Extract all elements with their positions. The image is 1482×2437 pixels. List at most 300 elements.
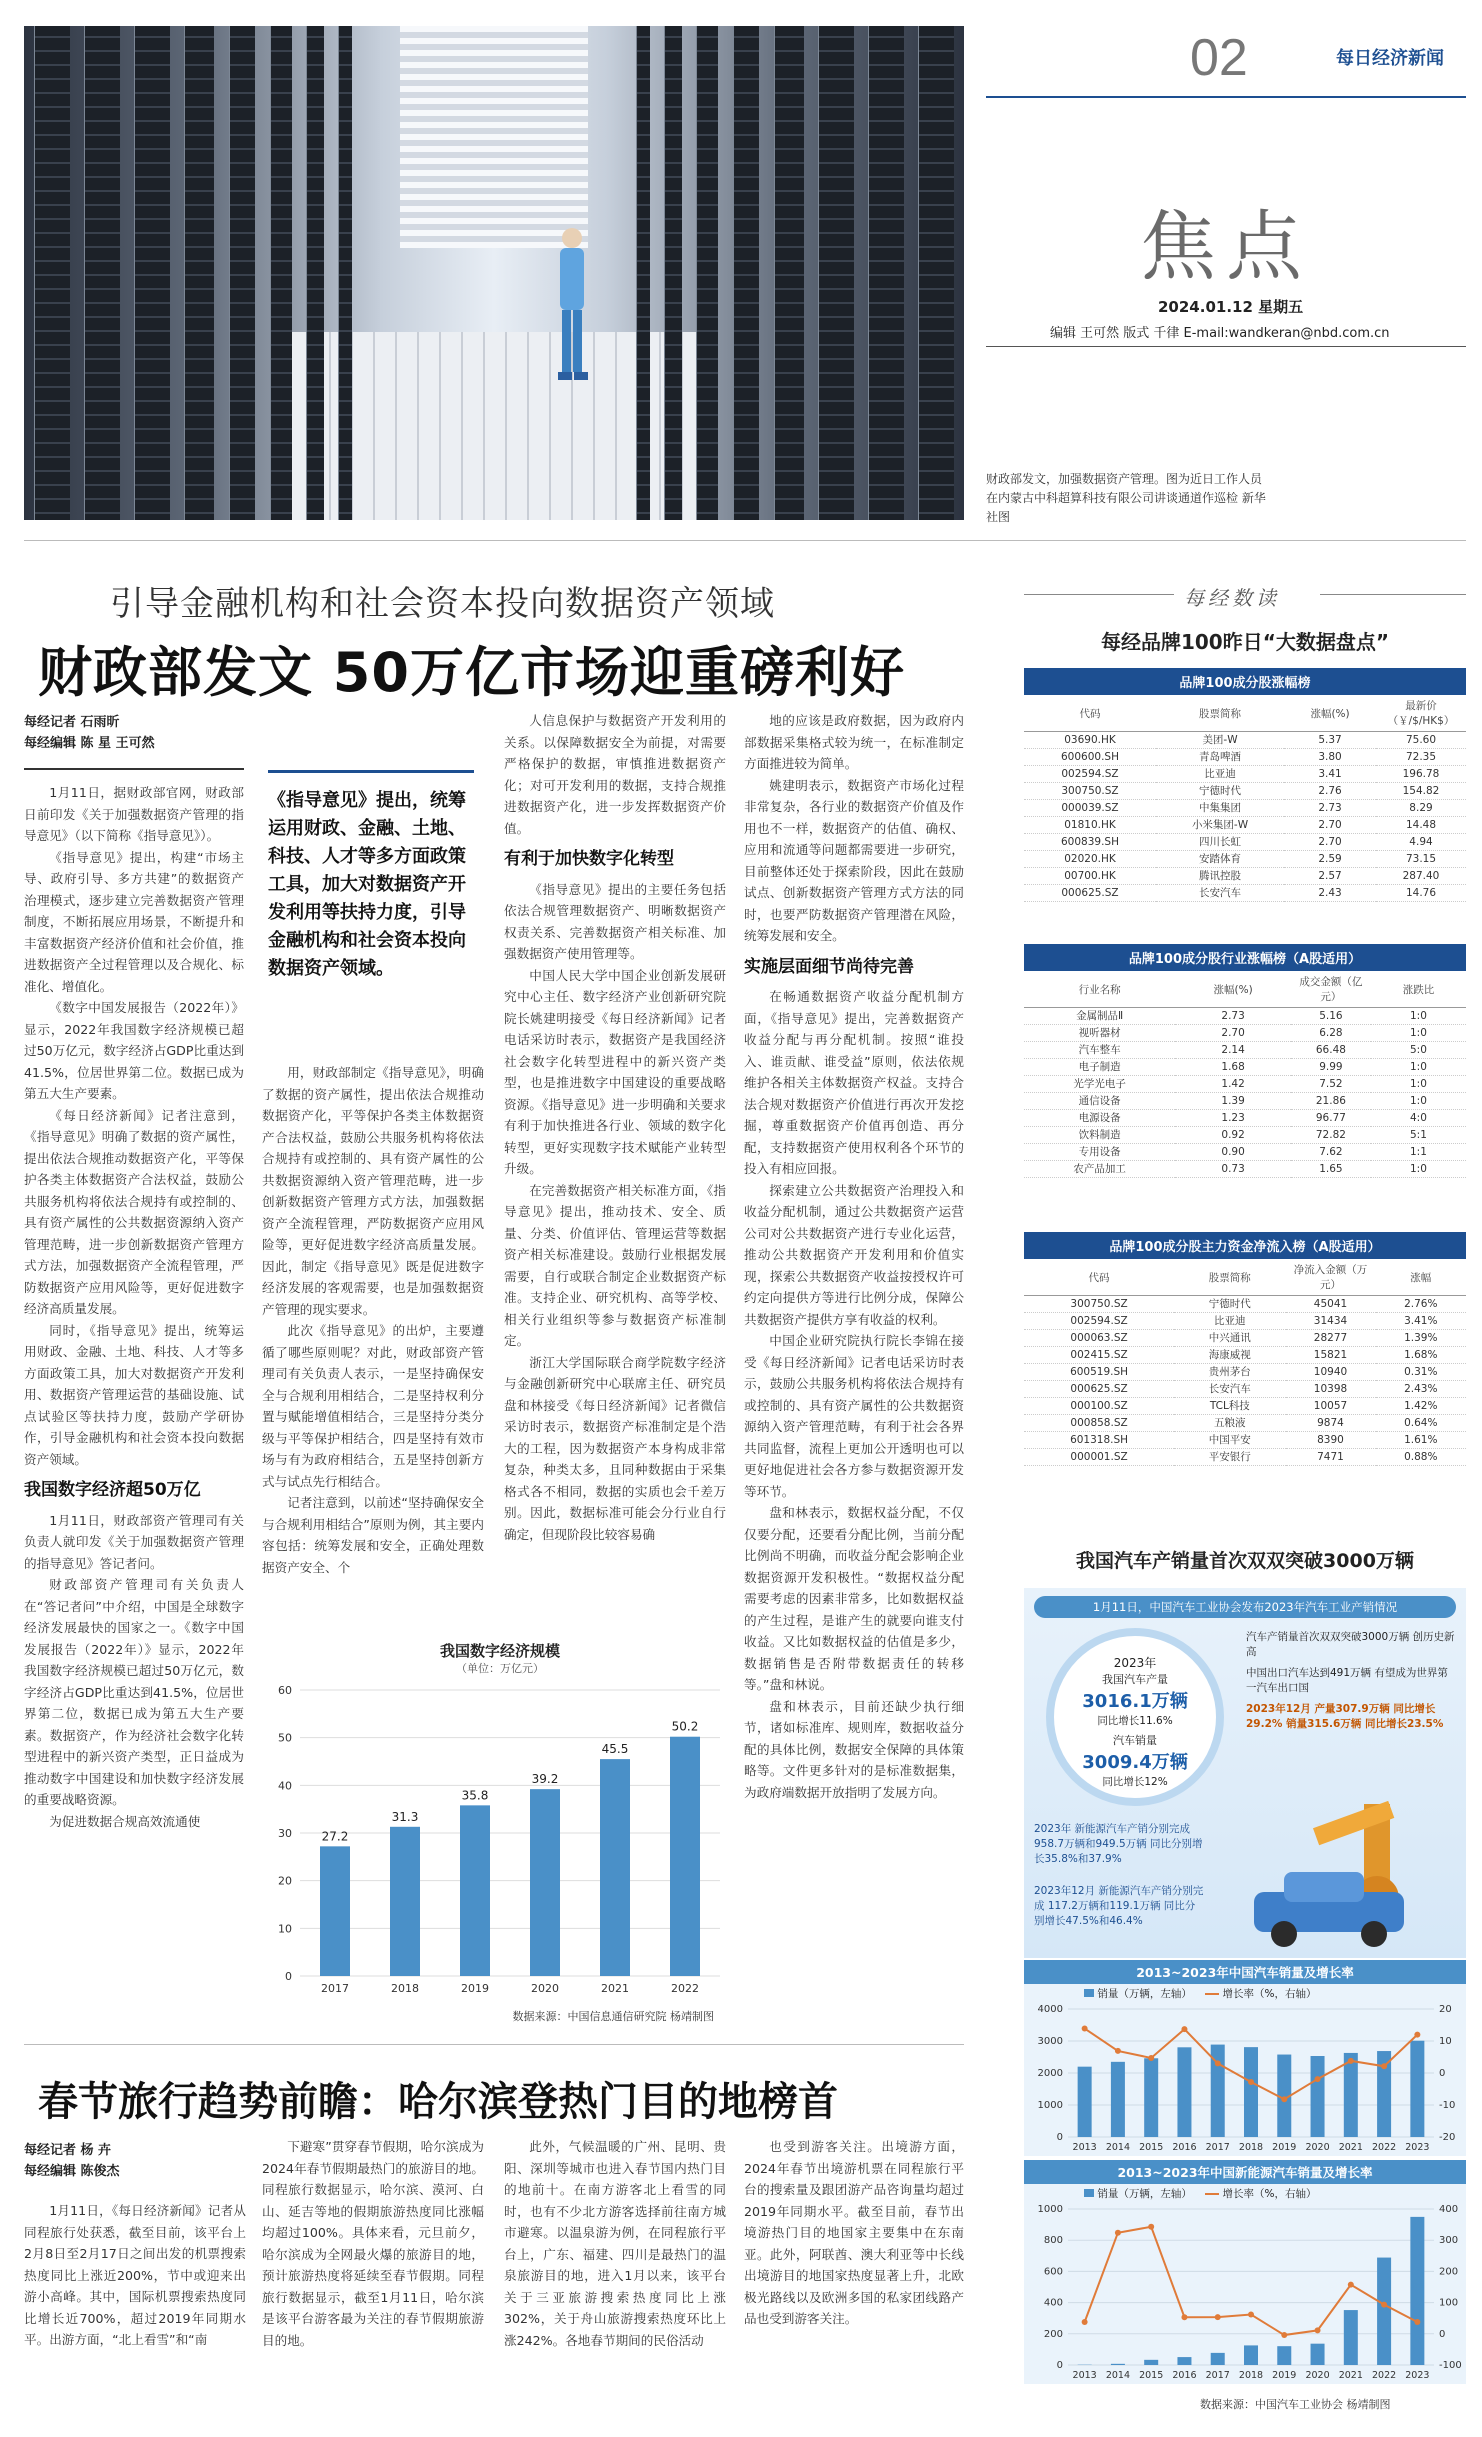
table-cell: 腾讯控股 bbox=[1156, 868, 1284, 885]
article2-col3 bbox=[504, 2136, 726, 2351]
table-cell: 1:1 bbox=[1371, 1144, 1466, 1161]
circle-prod-value: 3016.1万辆 bbox=[1082, 1691, 1188, 1712]
table-cell: 饮料制造 bbox=[1024, 1127, 1175, 1144]
x-tick-label: 2013 bbox=[1072, 2370, 1097, 2381]
table-cell: 1.39 bbox=[1175, 1093, 1291, 1110]
x-tick-label: 2019 bbox=[1272, 2370, 1297, 2381]
table-row bbox=[1024, 1093, 1466, 1110]
col-header: 涨幅(%) bbox=[1284, 695, 1376, 732]
nev-sales-bars bbox=[1024, 2201, 1466, 2385]
table-row bbox=[1024, 800, 1466, 817]
y-tick-label: 10 bbox=[278, 1922, 292, 1936]
table-cell: 02020.HK bbox=[1024, 851, 1156, 868]
table-cell: 5:0 bbox=[1371, 1042, 1466, 1059]
table-cell: 10398 bbox=[1286, 1381, 1376, 1398]
table-cell: 4.94 bbox=[1376, 834, 1466, 851]
growth-point bbox=[1148, 2055, 1154, 2061]
para: 姚建明表示，数据资产市场化过程非常复杂，各行业的数据资产价值及作用也不一样，数据资产的估值、确权、应用和流通等问题都需要进一步研究，目前整体还处于探索阶段，因此在鼓励试点、创新数据资产管理方式方法的同时，也要严防数据资产管理潜在风险，统筹发展和安全。 bbox=[744, 777, 964, 943]
date-line: 2024.01.12 星期五 bbox=[1158, 298, 1304, 316]
legend-sales: 销量（万辆，左轴） bbox=[1097, 2188, 1192, 2200]
col-header: 代码 bbox=[1024, 1259, 1174, 1296]
fact-item: 2023年12月 产量307.9万辆 同比增长29.2% 销量315.6万辆 同比增长23.5% bbox=[1246, 1703, 1444, 1730]
para: 此次《指导意见》的出炉，主要遵循了哪些原则呢？对此，财政部资产管理司有关负责人表示，一是坚持确保安全与合规利用相结合，二是坚持权利分置与赋能增值相结合，三是坚持分类分级与平等保护相结合，四是坚持有效市场与有为政府相结合，五是坚持创新方式与试点先行相结合。 bbox=[262, 1323, 484, 1489]
table-cell: 601318.SH bbox=[1024, 1432, 1174, 1449]
growth-point bbox=[1414, 2032, 1420, 2038]
bar bbox=[1410, 2041, 1424, 2137]
table-row bbox=[1024, 1110, 1466, 1127]
x-tick-label: 2022 bbox=[1371, 2142, 1397, 2153]
table-row bbox=[1024, 1347, 1466, 1364]
table-row bbox=[1024, 1042, 1466, 1059]
growth-point bbox=[1315, 2076, 1321, 2082]
table-cell: 154.82 bbox=[1376, 783, 1466, 800]
table2-block bbox=[1024, 944, 1466, 1178]
table-cell: 2.70 bbox=[1284, 817, 1376, 834]
y-right-tick-label: -100 bbox=[1439, 2360, 1462, 2371]
table-cell: 002594.SZ bbox=[1024, 766, 1156, 783]
table-cell: 00700.HK bbox=[1024, 868, 1156, 885]
growth-point bbox=[1082, 2319, 1088, 2325]
x-tick-label: 2020 bbox=[531, 1982, 559, 1995]
growth-point bbox=[1115, 2048, 1121, 2054]
table-cell: 000100.SZ bbox=[1024, 1398, 1174, 1415]
bar bbox=[1177, 2357, 1191, 2365]
table-cell: 1.68% bbox=[1376, 1347, 1467, 1364]
para: 财政部资产管理司有关负责人在“答记者问”中介绍，中国是全球数字经济发展最快的国家之一。《数字中国发展报告（2022年）》显示，2022年我国数字经济规模已超过50万亿元，数字经济占GDP比重达到41.5%，位居世界第二位，数据已成为第五大生产要素。数据资产，作为经济社会数字化转型进程中的新兴资产类型，正日益成为推动数字中国建设和加快数字经济发展的重要战略资源。 bbox=[24, 1577, 244, 1807]
subhead: 我国数字经济超50万亿 bbox=[24, 1480, 201, 1500]
table-cell: 287.40 bbox=[1376, 868, 1466, 885]
y-left-tick-label: 3000 bbox=[1037, 2036, 1063, 2047]
bar bbox=[320, 1846, 350, 1976]
y-left-tick-label: 600 bbox=[1043, 2266, 1063, 2278]
nev-sales-chart bbox=[1024, 2160, 1466, 2384]
table-cell: 海康威视 bbox=[1174, 1347, 1285, 1364]
growth-point bbox=[1248, 2079, 1254, 2085]
bar bbox=[530, 1789, 560, 1976]
x-tick-label: 2015 bbox=[1139, 2142, 1164, 2153]
table-cell: 2.76% bbox=[1376, 1296, 1467, 1313]
col-header: 代码 bbox=[1024, 695, 1156, 732]
data-label: 31.3 bbox=[391, 1809, 419, 1824]
chart3-legend bbox=[1024, 2184, 1466, 2201]
table-cell: 0.31% bbox=[1376, 1364, 1467, 1381]
bar bbox=[1410, 2217, 1424, 2365]
table-row bbox=[1024, 1144, 1466, 1161]
bar bbox=[1377, 2258, 1391, 2365]
auto-banner: 1月11日，中国汽车工业协会发布2023年汽车工业产销情况 bbox=[1034, 1596, 1456, 1618]
stats-circle bbox=[1046, 1628, 1224, 1806]
bar bbox=[1344, 2053, 1358, 2137]
growth-point bbox=[1181, 2026, 1187, 2032]
col-header: 涨幅 bbox=[1376, 1259, 1467, 1296]
y-right-tick-label: 300 bbox=[1439, 2235, 1459, 2247]
table-cell: 长安汽车 bbox=[1174, 1381, 1285, 1398]
table-row bbox=[1024, 1364, 1466, 1381]
y-tick-label: 20 bbox=[278, 1874, 292, 1888]
sidebar-rule bbox=[1024, 594, 1174, 595]
table-cell: 002415.SZ bbox=[1024, 1347, 1174, 1364]
bar bbox=[1344, 2310, 1358, 2365]
article1-col1 bbox=[24, 782, 244, 1832]
growth-point bbox=[1414, 2319, 1420, 2325]
y-right-tick-label: 100 bbox=[1439, 2297, 1459, 2309]
bar bbox=[1144, 2058, 1158, 2137]
y-right-tick-label: 0 bbox=[1439, 2328, 1446, 2340]
table-cell: 196.78 bbox=[1376, 766, 1466, 783]
bar bbox=[1177, 2047, 1191, 2137]
bar bbox=[1277, 2346, 1291, 2365]
article1-col2 bbox=[262, 1062, 484, 1578]
article1-bylines bbox=[24, 712, 155, 754]
datacenter-photo bbox=[24, 26, 964, 520]
col-header: 最新价（￥/$/HK$） bbox=[1376, 695, 1466, 732]
growth-point bbox=[1215, 2314, 1221, 2320]
growth-point bbox=[1281, 2096, 1287, 2102]
circle-prod-growth: 同比增长11.6% bbox=[1097, 1715, 1173, 1727]
table-cell: 1:0 bbox=[1371, 1076, 1466, 1093]
data-label: 50.2 bbox=[671, 1719, 699, 1734]
section-title: 焦点 bbox=[1140, 202, 1312, 291]
chart3-title: 2013~2023年中国新能源汽车销量及增长率 bbox=[1024, 2160, 1466, 2184]
article2-col4 bbox=[744, 2136, 964, 2330]
editor-line: 编辑 王可然 版式 千律 E-mail:wandkeran@nbd.com.cn bbox=[1050, 326, 1390, 341]
data-label: 39.2 bbox=[531, 1772, 559, 1787]
table-cell: 0.88% bbox=[1376, 1449, 1467, 1466]
table-cell: 中国平安 bbox=[1174, 1432, 1285, 1449]
para: 盘和林表示，数据权益分配，不仅仅要分配，还要看分配比例，当前分配比例尚不明确，而收益分配会影响企业数据资源开发积极性。“数据权益分配需要考虑的因素非常多，比如数据权益的产生过程，是谁产生的就要向谁支付收益。又比如数据权益的估值是多少，数据销售是否附带数据责任的转移等。”盘和林说。 bbox=[744, 1505, 964, 1692]
table-row bbox=[1024, 1076, 1466, 1093]
article1-col4 bbox=[744, 710, 964, 1803]
legend-swatch-line bbox=[1205, 2193, 1219, 2195]
growth-point bbox=[1348, 2058, 1354, 2064]
table-cell: 2.70 bbox=[1284, 834, 1376, 851]
table-cell: 2.14 bbox=[1175, 1042, 1291, 1059]
x-tick-label: 2014 bbox=[1105, 2370, 1131, 2381]
chart-unit: （单位：万亿元） bbox=[456, 1662, 544, 1675]
legend-swatch-bar bbox=[1084, 1989, 1094, 1997]
table-cell: 10057 bbox=[1286, 1398, 1376, 1415]
chart-title: 我国数字经济规模 bbox=[439, 1642, 560, 1660]
x-tick-label: 2022 bbox=[1371, 2370, 1397, 2381]
table-cell: 0.73 bbox=[1175, 1161, 1291, 1178]
sidebar-source: 数据来源：中国汽车工业协会 杨靖制图 bbox=[1200, 2398, 1391, 2411]
table-cell: 宁德时代 bbox=[1156, 783, 1284, 800]
growth-point bbox=[1281, 2332, 1287, 2338]
table3-header: 品牌100成分股主力资金净流入榜（A股适用） bbox=[1024, 1232, 1466, 1259]
y-tick-label: 0 bbox=[285, 1970, 292, 1983]
table-cell: 31434 bbox=[1286, 1313, 1376, 1330]
para: 此外，气候温暖的广州、昆明、贵阳、深圳等城市也进入春节国内热门目的地前十。在南方游客北上看雪的同时，也有不少北方游客选择前往南方城市避寒。以温泉游为例，在同程旅行平台上，广东、福建、四川是最热门的温泉旅游目的地，进入1月以来，该平台关于三亚旅游搜索热度同比上涨302%，关于舟山旅游搜索热度环比上涨242%。各地春节期间的民俗活动 bbox=[504, 2139, 726, 2348]
subhead: 有利于加快数字化转型 bbox=[504, 849, 674, 869]
byline-rule bbox=[24, 768, 244, 770]
table-cell: 300750.SZ bbox=[1024, 783, 1156, 800]
y-left-tick-label: 800 bbox=[1043, 2235, 1063, 2247]
table-cell: 73.15 bbox=[1376, 851, 1466, 868]
table-cell: 9874 bbox=[1286, 1415, 1376, 1432]
nev-dec: 2023年12月 新能源汽车产销分别完成 117.2万辆和119.1万辆 同比分别增长47.5%和46.4% bbox=[1034, 1885, 1204, 1927]
col-header: 股票简称 bbox=[1156, 695, 1284, 732]
article2-title: 春节旅行趋势前瞻：哈尔滨登热门目的地榜首 bbox=[38, 2079, 838, 2125]
table-cell: 000001.SZ bbox=[1024, 1449, 1174, 1466]
reporter-line: 每经记者 石雨昕 bbox=[24, 715, 120, 730]
para: 浙江大学国际联合商学院数字经济与金融创新研究中心联席主任、研究员盘和林接受《每日经济新闻》记者微信采访时表示，数据资产标准制定是个浩大的工程，因为数据资产本身构成非常复杂，种类太多，且同种数据由于采集格式各不相同，数据的实质也会千差万别。因此，数据标准可能会分行业自行确定，但现阶段比较容易确 bbox=[504, 1354, 726, 1542]
para: 中国人民大学中国企业创新发展研究中心主任、数字经济产业创新研究院院长姚建明接受《每日经济新闻》记者电话采访时表示，数据资产是我国经济社会数字化转型进程中的新兴资产类型，也是推进数字中国建设的重要战略资源。《指导意见》进一步明确和关要求有利于加快推进各行业、领域的数字化转型，更好实现数字技术赋能产业转型升级。 bbox=[504, 967, 726, 1176]
table-cell: 1.23 bbox=[1175, 1110, 1291, 1127]
y-right-tick-label: 10 bbox=[1439, 2036, 1452, 2047]
table-cell: 宁德时代 bbox=[1174, 1296, 1285, 1313]
table-cell: 贵州茅台 bbox=[1174, 1364, 1285, 1381]
table-cell: 75.60 bbox=[1376, 732, 1466, 749]
table-cell: 8390 bbox=[1286, 1432, 1376, 1449]
chart-source: 数据来源：中国信息通信研究院 杨靖制图 bbox=[512, 2010, 714, 2023]
para: 1月11日，财政部资产管理司有关负责人就印发《关于加强数据资产管理的指导意见》答记者问。 bbox=[24, 1512, 244, 1571]
article2-col1 bbox=[24, 2200, 246, 2351]
table-cell: 1.42% bbox=[1376, 1398, 1467, 1415]
growth-point bbox=[1348, 2282, 1354, 2288]
bar bbox=[390, 1827, 420, 1976]
table-cell: 7471 bbox=[1286, 1449, 1376, 1466]
y-right-tick-label: 0 bbox=[1439, 2068, 1446, 2079]
table-row bbox=[1024, 749, 1466, 766]
table-cell: 通信设备 bbox=[1024, 1093, 1175, 1110]
growth-point bbox=[1248, 2312, 1254, 2318]
x-tick-label: 2020 bbox=[1305, 2370, 1330, 2381]
table-row bbox=[1024, 834, 1466, 851]
auto-title: 我国汽车产销量首次双双突破3000万辆 bbox=[1076, 1550, 1414, 1572]
table-row bbox=[1024, 868, 1466, 885]
y-right-tick-label: 200 bbox=[1439, 2266, 1459, 2278]
bar bbox=[1111, 2364, 1125, 2365]
para: 下避寒”贯穿春节假期，哈尔滨成为2024年春节假期最热门的旅游目的地。同程旅行数据显示，哈尔滨、漠河、白山、延吉等地的假期旅游热度同比涨幅均超过100%。具体来看，元旦前夕，哈尔滨成为全网最火爆的旅游目的地，预计旅游热度将延续至春节假期。同程旅行数据显示，截至1月11日，哈尔滨是该平台游客最为关注的春节假期旅游目的地。 bbox=[262, 2139, 484, 2348]
circle-sales-value: 3009.4万辆 bbox=[1082, 1752, 1188, 1773]
table-cell: 小米集团-W bbox=[1156, 817, 1284, 834]
y-left-tick-label: 4000 bbox=[1037, 2004, 1063, 2015]
table-cell: 3.41% bbox=[1376, 1313, 1467, 1330]
table-row bbox=[1024, 1127, 1466, 1144]
table-cell: 光学光电子 bbox=[1024, 1076, 1175, 1093]
para: 《指导意见》提出的主要任务包括依法合规管理数据资产、明晰数据资产权责关系、完善数据资产相关标准、加强数据资产使用管理等。 bbox=[504, 881, 726, 961]
para: 人信息保护与数据资产开发利用的关系。以保障数据安全为前提，对需要严格保护的数据，审慎推进数据资产化；对可开发利用的数据，支持合规推进数据资产化，进一步发挥数据资产价值。 bbox=[504, 713, 726, 836]
table-row bbox=[1024, 885, 1466, 902]
table-cell: 000063.SZ bbox=[1024, 1330, 1174, 1347]
table-row bbox=[1024, 1398, 1466, 1415]
table-cell: 中集集团 bbox=[1156, 800, 1284, 817]
table-cell: 300750.SZ bbox=[1024, 1296, 1174, 1313]
editor-line-a2: 每经编辑 陈俊杰 bbox=[24, 2164, 120, 2179]
article2-col2 bbox=[262, 2136, 484, 2351]
table-cell: 1.39% bbox=[1376, 1330, 1467, 1347]
table-cell: 1.42 bbox=[1175, 1076, 1291, 1093]
table-cell: 03690.HK bbox=[1024, 732, 1156, 749]
bar bbox=[1111, 2062, 1125, 2137]
paper-name: 每日经济新闻 bbox=[1336, 48, 1444, 69]
table-cell: 青岛啤酒 bbox=[1156, 749, 1284, 766]
table-cell: 600600.SH bbox=[1024, 749, 1156, 766]
table-row bbox=[1024, 1432, 1466, 1449]
chart2-title: 2013~2023年中国汽车销量及增长率 bbox=[1024, 1960, 1466, 1984]
growth-point bbox=[1181, 2314, 1187, 2320]
table-row bbox=[1024, 1161, 1466, 1178]
y-left-tick-label: 200 bbox=[1043, 2328, 1063, 2340]
table2 bbox=[1024, 971, 1466, 1178]
table-cell: 汽车整车 bbox=[1024, 1042, 1175, 1059]
y-left-tick-label: 1000 bbox=[1037, 2100, 1063, 2111]
table-cell: 0.92 bbox=[1175, 1127, 1291, 1144]
x-tick-label: 2016 bbox=[1172, 2370, 1197, 2381]
auto-sales-chart bbox=[1024, 1960, 1466, 2156]
y-right-tick-label: 400 bbox=[1439, 2204, 1459, 2215]
section-divider bbox=[24, 2044, 964, 2045]
table-cell: 96.77 bbox=[1291, 1110, 1371, 1127]
table-cell: 5:1 bbox=[1371, 1127, 1466, 1144]
data-label: 45.5 bbox=[601, 1742, 629, 1757]
x-tick-label: 2023 bbox=[1405, 2370, 1430, 2381]
para: 地的应该是政府数据，因为政府内部数据采集格式较为统一，在标准制定方面推进较为简单。 bbox=[744, 713, 964, 771]
table1-header: 品牌100成分股涨幅榜 bbox=[1024, 668, 1466, 695]
table-cell: 72.82 bbox=[1291, 1127, 1371, 1144]
legend-swatch-bar bbox=[1084, 2189, 1094, 2197]
table-cell: 1.61% bbox=[1376, 1432, 1467, 1449]
x-tick-label: 2021 bbox=[1338, 2142, 1363, 2153]
x-tick-label: 2017 bbox=[1205, 2142, 1230, 2153]
fact-list bbox=[1246, 1630, 1456, 1732]
robot-arm-illustration bbox=[1214, 1784, 1464, 1954]
para: 同时，《指导意见》提出，统筹运用财政、金融、土地、科技、人才等多方面政策工具，加大对数据资产开发利用、数据资产管理运营的基础设施、试点试验区等扶持力度，鼓励产学研协作，引导金融机构和社会资本投向数据资产领域。 bbox=[24, 1322, 244, 1467]
table3 bbox=[1024, 1259, 1466, 1466]
para: 盘和林表示，目前还缺少执行细节，诸如标准库、规则库，数据收益分配的具体比例，数据安全保障的具体策略等。文件更多针对的是标准数据集，为政府端数据开放指明了发展方向。 bbox=[744, 1698, 964, 1800]
table-cell: 2.59 bbox=[1284, 851, 1376, 868]
photo-caption: 财政部发文，加强数据资产管理。图为近日工作人员在内蒙古中科超算科技有限公司讲谈通道作巡检 新华社图 bbox=[986, 472, 1266, 524]
digital-economy-chart bbox=[260, 1640, 740, 2030]
y-left-tick-label: 2000 bbox=[1037, 2068, 1063, 2079]
col-header: 成交金额（亿元） bbox=[1291, 971, 1371, 1008]
x-tick-label: 2019 bbox=[461, 1982, 489, 1995]
table-row bbox=[1024, 783, 1466, 800]
table-cell: 000039.SZ bbox=[1024, 800, 1156, 817]
legend-sales: 销量（万辆，左轴） bbox=[1097, 1988, 1192, 2000]
x-tick-label: 2017 bbox=[1205, 2370, 1230, 2381]
growth-point bbox=[1082, 2026, 1088, 2032]
table-cell: 视听器材 bbox=[1024, 1025, 1175, 1042]
table-cell: 002594.SZ bbox=[1024, 1313, 1174, 1330]
y-tick-label: 60 bbox=[278, 1684, 292, 1697]
top-divider bbox=[24, 540, 1466, 541]
x-tick-label: 2014 bbox=[1105, 2142, 1131, 2153]
table-row bbox=[1024, 1449, 1466, 1466]
table-cell: 9.99 bbox=[1291, 1059, 1371, 1076]
table-cell: 2.43 bbox=[1284, 885, 1376, 902]
table-cell: 2.76 bbox=[1284, 783, 1376, 800]
y-left-tick-label: 1000 bbox=[1037, 2204, 1063, 2215]
growth-point bbox=[1315, 2327, 1321, 2333]
table-cell: 14.48 bbox=[1376, 817, 1466, 834]
table-cell: 7.62 bbox=[1291, 1144, 1371, 1161]
bar bbox=[1244, 2345, 1258, 2365]
table-cell: 1:0 bbox=[1371, 1161, 1466, 1178]
table-cell: 比亚迪 bbox=[1174, 1313, 1285, 1330]
y-right-tick-label: 20 bbox=[1439, 2004, 1452, 2015]
table-cell: 5.37 bbox=[1284, 732, 1376, 749]
para: 也受到游客关注。出境游方面，2024年春节出境游机票在同程旅行平台的搜索量及跟团游产品咨询量均超过2019年同期水平。截至目前，春节出境游热门目的地国家主要集中在东南亚。此外，阿联酋、澳大利亚等中长线出境游目的地国家热度显著上升，北欧极光路线以及欧洲多国的私家团线路产品也受到游客关注。 bbox=[744, 2139, 964, 2326]
table-cell: 4:0 bbox=[1371, 1110, 1466, 1127]
table-cell: 000625.SZ bbox=[1024, 1381, 1174, 1398]
table-cell: 0.64% bbox=[1376, 1415, 1467, 1432]
y-tick-label: 40 bbox=[278, 1779, 292, 1793]
table-cell: 3.80 bbox=[1284, 749, 1376, 766]
circle-sales-growth: 同比增长12% bbox=[1102, 1776, 1168, 1788]
x-tick-label: 2020 bbox=[1305, 2142, 1330, 2153]
x-tick-label: 2017 bbox=[321, 1982, 349, 1995]
para: 为促进数据合规高效流通使 bbox=[49, 1813, 201, 1829]
table-cell: 比亚迪 bbox=[1156, 766, 1284, 783]
table-cell: 2.43% bbox=[1376, 1381, 1467, 1398]
y-tick-label: 50 bbox=[278, 1731, 292, 1745]
article1-col3 bbox=[504, 710, 726, 1545]
bar bbox=[460, 1805, 490, 1976]
table-cell: 45041 bbox=[1286, 1296, 1376, 1313]
table-cell: 2.57 bbox=[1284, 868, 1376, 885]
growth-point bbox=[1381, 2063, 1387, 2069]
para: 用，财政部制定《指导意见》，明确了数据的资产属性，提出依法合规推动数据资产化，平等保护各类主体数据资产合法权益，鼓励公共服务机构将依法合规持有或控制的、具有资产属性的公共数据资源纳入资产管理范畴，进一步创新数据资产管理方式方法，加强数据资产全流程管理，严防数据资产应用风险等，更好促进数字经济高质量发展。因此，制定《指导意见》既是促进数字经济发展的客观需要，也是加强数据资产管理的现实要求。 bbox=[262, 1065, 484, 1317]
table-cell: 1:0 bbox=[1371, 1008, 1466, 1025]
table1-block bbox=[1024, 668, 1466, 902]
legend-growth: 增长率（%，右轴） bbox=[1222, 2188, 1317, 2200]
para: 记者注意到，以前述“坚持确保安全与合规利用相结合”原则为例，其主要内容包括：统筹发展和安全，正确处理数据资产安全、个 bbox=[262, 1495, 484, 1575]
table1 bbox=[1024, 695, 1466, 902]
legend-swatch-line bbox=[1205, 1993, 1219, 1995]
nev-2023: 2023年 新能源汽车产销分别完成 958.7万辆和949.5万辆 同比分别增长35.8%和37.9% bbox=[1034, 1823, 1203, 1865]
para: 探索建立公共数据资产治理投入和收益分配机制，通过公共数据资产运营公司对公共数据资产进行专业化运营，推动公共数据资产开发利用和价值实现，探索公共数据资产收益按授权许可约定向提供方等进行比例分成，保障公共数据资产提供方享有收益的权利。 bbox=[744, 1182, 964, 1327]
sidebar-column-name: 每经数读 bbox=[1184, 586, 1280, 610]
bar bbox=[1078, 2067, 1092, 2137]
table-cell: 专用设备 bbox=[1024, 1144, 1175, 1161]
legend-growth: 增长率（%，右轴） bbox=[1222, 1988, 1317, 2000]
sidebar-title: 每经品牌100昨日“大数据盘点” bbox=[1100, 630, 1390, 654]
circle-sales-label: 汽车销量 bbox=[1113, 1734, 1157, 1747]
table-cell: 1:0 bbox=[1371, 1093, 1466, 1110]
y-tick-label: 30 bbox=[278, 1827, 292, 1840]
table-cell: 1:0 bbox=[1371, 1059, 1466, 1076]
bar bbox=[1311, 2344, 1325, 2365]
table-row bbox=[1024, 1330, 1466, 1347]
para: 《每日经济新闻》记者注意到，《指导意见》明确了数据的资产属性，提出依法合规推动数据资产化，平等保护各类主体数据资产合法权益，鼓励公共服务机构将依法合规持有或控制的、具有资产属性的公共数据资源纳入资产管理范畴，进一步创新数据资产管理方式方法，加强数据资产全流程管理，严防数据资产应用风险等，更好促进数字经济高质量发展。 bbox=[24, 1107, 244, 1316]
table-row bbox=[1024, 1415, 1466, 1432]
table-cell: 66.48 bbox=[1291, 1042, 1371, 1059]
bar bbox=[1311, 2056, 1325, 2137]
table-cell: 1.68 bbox=[1175, 1059, 1291, 1076]
col-header: 涨跌比 bbox=[1371, 971, 1466, 1008]
x-tick-label: 2021 bbox=[601, 1982, 629, 1995]
table-cell: 8.29 bbox=[1376, 800, 1466, 817]
para: 在完善数据资产相关标准方面，《指导意见》提出，推动技术、安全、质量、分类、价值评估、管理运营等数据资产相关标准建设。鼓励行业根据发展需要，自行或联合制定企业数据资产标准。支持企业、研究机构、高等学校、相关行业组织等参与数据资产标准制定。 bbox=[504, 1182, 726, 1348]
auto-sales-bars bbox=[1024, 2001, 1466, 2157]
table-cell: 1.65 bbox=[1291, 1161, 1371, 1178]
table-cell: 中兴通讯 bbox=[1174, 1330, 1285, 1347]
table3-block bbox=[1024, 1232, 1466, 1466]
table-cell: 72.35 bbox=[1376, 749, 1466, 766]
para: 1月11日，据财政部官网，财政部日前印发《关于加强数据资产管理的指导意见》（以下简称《指导意见》）。 bbox=[24, 785, 244, 843]
x-tick-label: 2021 bbox=[1338, 2370, 1363, 2381]
col-header: 行业名称 bbox=[1024, 971, 1175, 1008]
table-row bbox=[1024, 766, 1466, 783]
col-header: 股票简称 bbox=[1174, 1259, 1285, 1296]
sidebar-rule bbox=[1320, 594, 1466, 595]
circle-prod-label: 我国汽车产量 bbox=[1102, 1673, 1168, 1686]
table-row bbox=[1024, 1008, 1466, 1025]
x-tick-label: 2018 bbox=[391, 1982, 419, 1995]
para: 《指导意见》提出，构建“市场主导、政府引导、多方共建”的数据资产治理模式，逐步建立完善数据资产管理制度，不断拓展应用场景，不断提升和丰富数据资产经济价值和社会价值，推进数据资产全过程管理以及合规化、标准化、增值化。 bbox=[24, 849, 244, 994]
table-cell: 四川长虹 bbox=[1156, 834, 1284, 851]
